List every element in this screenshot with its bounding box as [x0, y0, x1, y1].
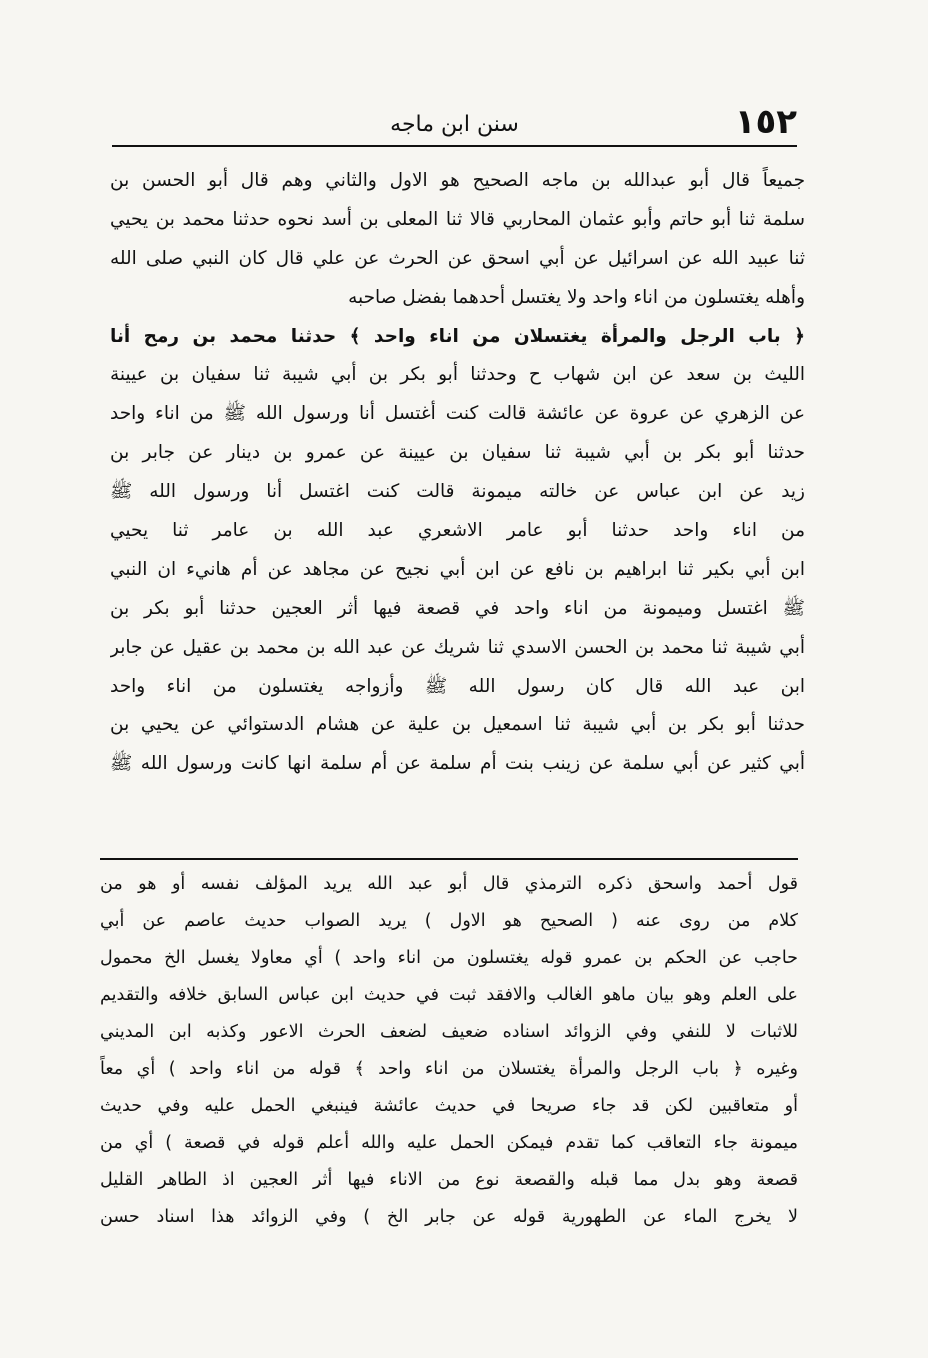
commentary-line: ميمونة جاء التعاقب كما تقدم فيمكن الحمل عليه والله أعلم قوله في قصعة ) أي من: [100, 1133, 798, 1153]
main-text-line: جميعاً قال أبو عبدالله بن ماجه الصحيح هو الاول والثاني وهم قال أبو الحسن بن: [110, 170, 805, 191]
chapter-heading-line: ﴿ باب الرجل والمرأة يغتسلان من اناء واحد ﴾ حدثنا محمد بن رمح أنا: [110, 325, 805, 347]
main-text-line: ثنا عبيد الله عن اسرائيل عن أبي اسحق عن الحرث عن علي قال كان النبي صلى الله: [110, 247, 805, 269]
commentary-line: أو متعاقبين لكن قد جاء صريحا في حديث عائشة فينبغي الحمل عليه وفي حديث: [100, 1096, 798, 1116]
commentary-line: حاجب عن الحكم بن عمرو قوله يغتسلون من اناء واحد ) أي معاولا يغسل الخ محمول: [100, 948, 798, 968]
main-text-line: أبي كثير عن أبي سلمة عن زينب بنت أم سلمة عن أم سلمة انها كانت ورسول الله ﷺ: [110, 753, 805, 775]
commentary-separator-rule: [100, 858, 798, 860]
commentary-line: لا يخرج الماء عن الطهورية قوله عن جابر الخ ) وفي الزوائد هذا اسناد حسن: [100, 1207, 798, 1227]
main-text-line: وأهله يغتسلون من اناء واحد ولا يغتسل أحدهما بفضل صاحبه: [348, 286, 805, 308]
page-number: ١٥٢: [734, 102, 797, 142]
running-title: سنن ابن ماجه: [390, 112, 519, 137]
main-text-line: زيد عن ابن عباس عن خالته ميمونة قالت كنت اغتسل أنا ورسول الله ﷺ: [110, 481, 805, 503]
main-text-line: عن الزهري عن عروة عن عائشة قالت كنت أغتسل أنا ورسول الله ﷺ من اناء واحد: [110, 403, 805, 425]
main-text-line: الليث بن سعد عن ابن شهاب ح وحدثنا أبو بكر بن أبي شيبة ثنا سفيان بن عيينة: [110, 364, 805, 386]
commentary-line: قصعة وهو بدل مما قبله والقصعة نوع من الاناء فيها أثر العجين اذ الطاهر القليل: [100, 1170, 798, 1190]
header-rule: [112, 145, 797, 147]
page-header: [112, 100, 797, 144]
main-text-line: ابن أبي بكير ثنا ابراهيم بن نافع عن ابن أبي نجيح عن مجاهد عن أم هانيء ان النبي: [110, 558, 805, 580]
main-text-line: أبي شيبة ثنا محمد بن الحسن الاسدي ثنا شريك عن عبد الله بن محمد بن عقيل عن جابر: [110, 636, 805, 658]
main-text-line: حدثنا أبو بكر بن أبي شيبة ثنا اسمعيل بن علية عن هشام الدستوائي عن يحيي بن: [110, 714, 805, 736]
commentary-line: وغيره ﴿ باب الرجل والمرأة يغتسلان من اناء واحد ﴾ قوله من اناء واحد ) أي معاً: [100, 1059, 798, 1079]
main-text: [110, 162, 805, 784]
commentary-text: [100, 866, 798, 1236]
commentary-line: للاثبات لا للنفي وفي الزوائد اسناده ضعيف لضعف الحرث الاعور وكذبه ابن المديني: [100, 1022, 798, 1042]
main-text-line: ابن عبد الله قال كان رسول الله ﷺ وأزواجه يغتسلون من اناء واحد: [110, 675, 805, 697]
main-text-line: من اناء واحد حدثنا أبو عامر الاشعري عبد الله بن عامر ثنا يحيي: [110, 520, 805, 542]
main-text-line: حدثنا أبو بكر بن أبي شيبة ثنا سفيان بن عيينة عن عمرو بن دينار عن جابر بن: [110, 442, 805, 464]
commentary-line: قول أحمد واسحق ذكره الترمذي قال أبو عبد الله يريد المؤلف نفسه أو هو من: [100, 874, 798, 894]
commentary-line: على العلم وهو بيان ماهو الغالب والافقد ثبت في حديث ابن عباس السابق خلافه والتقديم: [100, 985, 798, 1005]
commentary-line: كلام من روى عنه ( الصحيح هو الاول ) يريد الصواب حديث عاصم عن أبي: [100, 911, 798, 931]
main-text-line: ﷺ اغتسل وميمونة من اناء واحد في قصعة فيها أثر العجين حدثنا أبو بكر بن: [110, 597, 805, 619]
main-text-line: سلمة ثنا أبو حاتم وأبو عثمان المحاربي قالا ثنا المعلى بن أسد نحوه حدثنا محمد بن يحيي: [110, 208, 805, 230]
